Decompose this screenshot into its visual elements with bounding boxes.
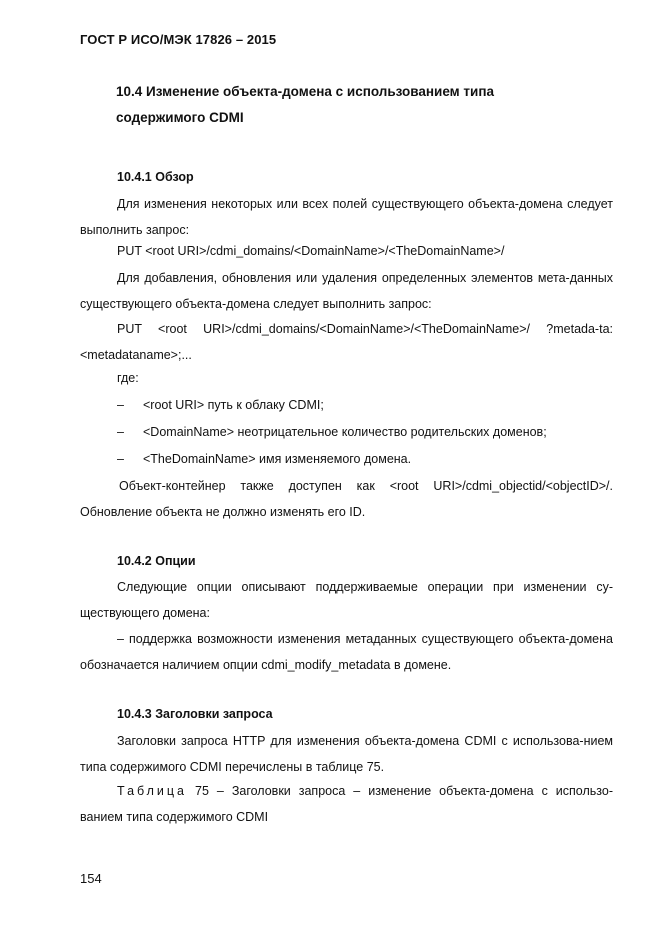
subsection-title-overview: 10.4.1 Обзор bbox=[117, 170, 194, 184]
section-title: 10.4 Изменение объекта-домена с использованием типа содержимого CDMI bbox=[116, 84, 494, 125]
list-item bbox=[117, 425, 547, 439]
list-dash: – bbox=[117, 398, 124, 412]
paragraph-overview-2: Для добавления, обновления или удаления определенных элементов мета-данных существующего объекта-домена следует выполнить запрос: bbox=[80, 271, 613, 311]
list-item-text: <DomainName> неотрицательное количество родительских доменов; bbox=[143, 425, 547, 439]
table-caption-word: Таблица bbox=[117, 784, 188, 798]
paragraph-overview-1: Для изменения некоторых или всех полей существующего объекта-домена следует выполнить запрос: bbox=[80, 197, 613, 237]
document-header: ГОСТ Р ИСО/МЭК 17826 – 2015 bbox=[80, 32, 277, 47]
put-request-2: PUT <root URI>/cdmi_domains/<DomainName>/<TheDomainName>/ ?metada-ta:<metadataname>;... bbox=[80, 322, 613, 362]
list-item-text: <root URI> путь к облаку CDMI; bbox=[143, 398, 324, 412]
subsection-title-request-headers: 10.4.3 Заголовки запроса bbox=[117, 707, 273, 721]
page-number: 154 bbox=[80, 871, 102, 886]
paragraph-options-item: – поддержка возможности изменения метаданных существующего объекта-домена обозначается наличием опции cdmi_modify_metadata в домене. bbox=[80, 632, 613, 672]
list-item-text: <TheDomainName> имя изменяемого домена. bbox=[143, 452, 412, 466]
where-label: где: bbox=[117, 371, 139, 385]
list-item bbox=[117, 398, 324, 412]
list-dash: – bbox=[117, 425, 124, 439]
subsection-title-options: 10.4.2 Опции bbox=[117, 554, 196, 568]
put-request-1: PUT <root URI>/cdmi_domains/<DomainName>/<TheDomainName>/ bbox=[117, 244, 505, 258]
paragraph-options-1: Следующие опции описывают поддерживаемые операции при изменении су-ществующего домена: bbox=[80, 580, 613, 620]
paragraph-request-headers: Заголовки запроса HTTP для изменения объекта-домена CDMI с использова-нием типа содержимого CDMI перечислены в таблице 75. bbox=[80, 734, 613, 774]
list-dash: – bbox=[117, 452, 124, 466]
list-item bbox=[117, 452, 411, 466]
table-caption bbox=[80, 779, 613, 830]
table-caption-text: 75 – Заголовки запроса – изменение объекта-домена с использо-ванием типа содержимого CDMI bbox=[80, 784, 613, 824]
paragraph-overview-3: Объект-контейнер также доступен как <root URI>/cdmi_objectid/<objectID>/. Обновление объекта не должно изменять его ID. bbox=[80, 479, 613, 519]
